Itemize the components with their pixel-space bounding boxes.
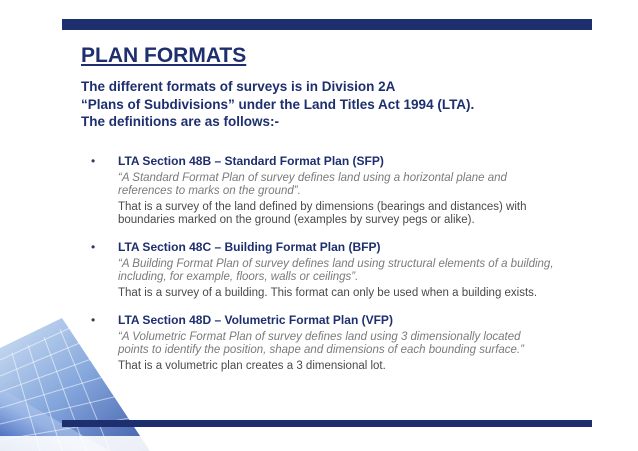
footer-bar [62, 420, 592, 427]
definition-quote-line: “A Volumetric Format Plan of survey defines land using 3 dimensionally located [118, 331, 521, 343]
definition-vfp [91, 313, 591, 373]
definition-heading: LTA Section 48C – Building Format Plan (BFP) [118, 240, 381, 254]
intro-line: The different formats of surveys is in Division 2A [81, 79, 396, 94]
definition-heading: LTA Section 48D – Volumetric Format Plan (VFP) [118, 313, 393, 327]
bullet-point: • [91, 240, 96, 254]
definition-note-line: That is a survey of the land defined by dimensions (bearings and distances) with [118, 201, 527, 213]
intro-line: “Plans of Subdivisions” under the Land Titles Act 1994 (LTA). [81, 96, 475, 112]
definitions-list [91, 154, 591, 373]
intro-text [81, 78, 474, 131]
definition-quote-line: points to identify the position, shape and dimensions of each bounding surface.” [118, 344, 524, 356]
definition-quote-line: references to marks on the ground”. [118, 185, 301, 197]
header-bar [62, 19, 592, 30]
definition-sfp [91, 154, 591, 227]
definition-note-line: That is a volumetric plan creates a 3 dimensional lot. [118, 360, 386, 372]
definition-heading: LTA Section 48B – Standard Format Plan (SFP) [118, 154, 384, 168]
definition-note-line: boundaries marked on the ground (examples by survey pegs or alike). [118, 214, 475, 226]
bullet-point: • [91, 313, 96, 327]
definition-quote-line: including, for example, floors, walls or ceilings”. [118, 271, 359, 283]
definition-bfp [91, 240, 591, 300]
intro-line: The definitions are as follows:- [81, 114, 280, 129]
definition-note-line: That is a survey of a building. This format can only be used when a building exists. [118, 287, 538, 299]
definition-quote-line: “A Standard Format Plan of survey defines land using a horizontal plane and [118, 172, 507, 184]
bullet-point: • [91, 154, 96, 168]
page-title: PLAN FORMATS [81, 44, 247, 67]
definition-quote-line: “A Building Format Plan of survey defines land using structural elements of a building, [118, 258, 554, 270]
